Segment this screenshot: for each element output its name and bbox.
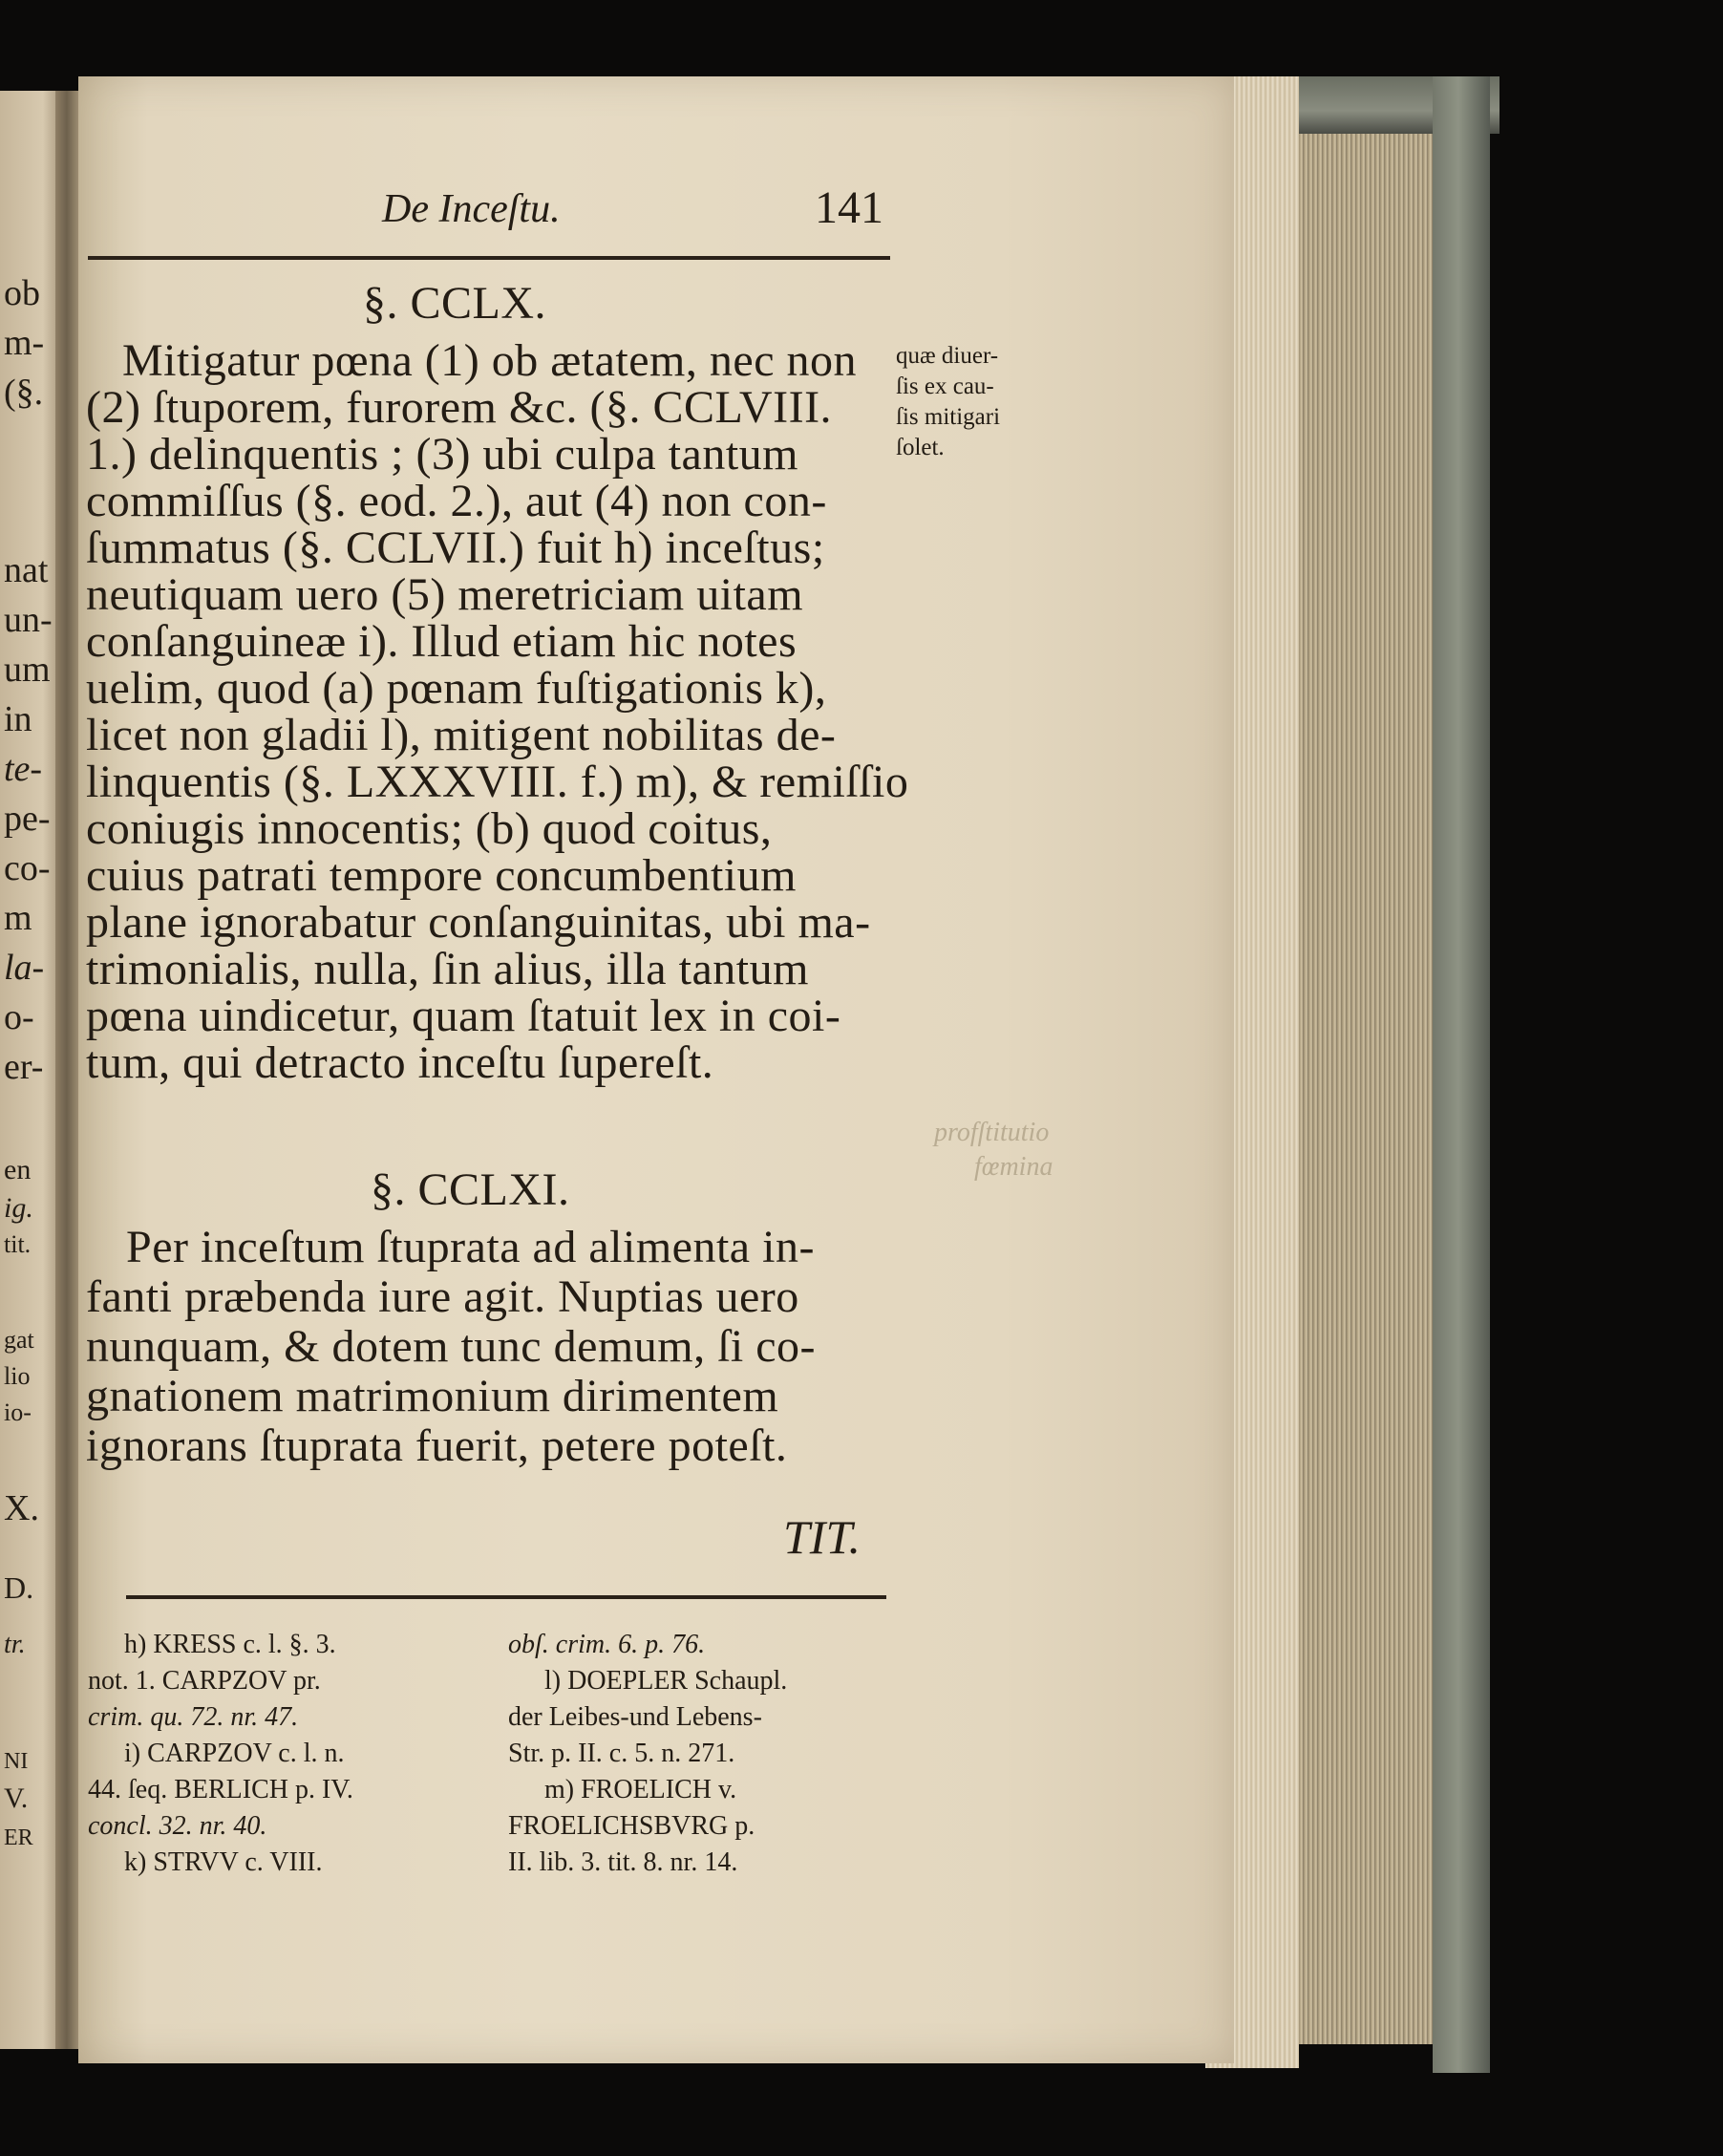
left-fragment: pe- [4, 799, 51, 839]
text-line: uelim, quod (a) pœnam fuſtigationis k), [86, 663, 827, 714]
margin-note-line: quæ diuer- [896, 343, 999, 369]
text-line: nunquam, & dotem tunc demum, ſi co- [86, 1321, 817, 1372]
margin-note-line: ſis mitigari [896, 404, 1001, 430]
footnote-line: obſ. crim. 6. p. 76. [508, 1630, 706, 1659]
footnote-line: concl. 32. nr. 40. [88, 1811, 267, 1841]
footnote-line: not. 1. CARPZOV pr. [88, 1666, 321, 1696]
margin-note-line: ſis ex cau- [896, 374, 994, 399]
bleed-through-text: profſtitutio [934, 1118, 1050, 1147]
header-rule [88, 256, 890, 260]
text-line: pœna uindicetur, quam ſtatuit lex in coi- [86, 991, 841, 1041]
text-line: plane ignorabatur conſanguinitas, ubi ma- [86, 897, 871, 948]
left-fragment: V. [4, 1782, 29, 1814]
left-fragment: um [4, 650, 51, 690]
left-fragment: lio [4, 1362, 31, 1390]
page-number: 141 [815, 182, 883, 233]
left-fragment: ig. [4, 1192, 33, 1224]
footnote-line: der Leibes-und Lebens- [508, 1702, 762, 1732]
text-line: ſummatus (§. CCLVII.) fuit h) inceſtus; [86, 523, 825, 573]
left-fragment: te- [4, 749, 43, 789]
text-line: (2) ſtuporem, furorem &c. (§. CCLVIII. [86, 382, 833, 433]
section-heading: §. CCLX. [363, 278, 547, 329]
left-fragment: io- [4, 1398, 32, 1426]
text-line: ignorans ſtuprata fuerit, petere poteſt. [86, 1420, 788, 1471]
left-fragment: X. [4, 1488, 39, 1528]
catchword: TIT. [783, 1510, 862, 1564]
text-line: commiſſus (§. eod. 2.), aut (4) non con- [86, 476, 827, 526]
left-fragment: co- [4, 848, 51, 888]
left-fragment: gat [4, 1326, 34, 1354]
bleed-through-text: fœmina [974, 1152, 1053, 1182]
text-line: licet non gladii l), mitigent nobilitas de- [86, 710, 837, 760]
text-line: 1.) delinquentis ; (3) ubi culpa tantum [86, 429, 799, 480]
left-fragment: nat [4, 550, 49, 590]
text-line: coniugis innocentis; (b) quod coitus, [86, 803, 773, 854]
text-line: gnationem matrimonium dirimentem [86, 1371, 779, 1421]
left-fragment: un- [4, 600, 53, 640]
left-fragment: ob [4, 273, 40, 313]
footnote-line: l) DOEPLER Schaupl. [544, 1666, 788, 1696]
left-fragment: er- [4, 1047, 44, 1087]
left-fragment: tr. [4, 1630, 26, 1659]
left-fragment: la- [4, 948, 45, 988]
text-line: Per inceſtum ſtuprata ad alimenta in- [126, 1222, 815, 1272]
footnote-line: i) CARPZOV c. l. n. [124, 1739, 345, 1768]
text-line: linquentis (§. LXXXVIII. f.) m), & remiſſio [86, 757, 909, 807]
footnote-line: Str. p. II. c. 5. n. 271. [508, 1739, 735, 1768]
text-line: Mitigatur pœna (1) ob ætatem, nec non [122, 335, 857, 386]
left-fragment: m- [4, 323, 45, 363]
footnote-line: h) KRESS c. l. §. 3. [124, 1630, 336, 1659]
text-line: conſanguineæ i). Illud etiam hic notes [86, 616, 798, 667]
left-fragment: en [4, 1154, 32, 1185]
text-line: cuius patrati tempore concumbentium [86, 850, 797, 901]
left-fragment: o- [4, 997, 34, 1037]
text-line: fanti præbenda iure agit. Nuptias uero [86, 1271, 799, 1322]
footnote-line: crim. qu. 72. nr. 47. [88, 1702, 299, 1732]
text-line: trimonialis, nulla, ſin alius, illa tantum [86, 944, 809, 994]
margin-note-line: ſolet. [896, 435, 945, 460]
footnote-line: m) FROELICH v. [544, 1775, 737, 1804]
text-line: tum, qui detracto inceſtu ſupereſt. [86, 1037, 714, 1088]
book-cover [1433, 76, 1490, 2073]
left-fragment: ER [4, 1825, 33, 1850]
left-fragment: in [4, 699, 32, 739]
footnote-line: II. lib. 3. tit. 8. nr. 14. [508, 1847, 738, 1877]
section-heading: §. CCLXI. [371, 1164, 570, 1215]
text-line: neutiquam uero (5) meretriciam uitam [86, 569, 804, 620]
left-fragment: NI [4, 1749, 29, 1774]
footnote-line: k) STRVV c. VIII. [124, 1847, 323, 1877]
left-fragment: m [4, 898, 32, 938]
footnote-rule [126, 1595, 886, 1599]
left-fragment: tit. [4, 1230, 32, 1258]
footnote-line: 44. ſeq. BERLICH p. IV. [88, 1775, 353, 1804]
left-fragment: (§. [4, 373, 44, 413]
running-title: De Inceſtu. [382, 187, 561, 231]
left-fragment: D. [4, 1570, 34, 1605]
footnote-line: FROELICHSBVRG p. [508, 1811, 755, 1841]
